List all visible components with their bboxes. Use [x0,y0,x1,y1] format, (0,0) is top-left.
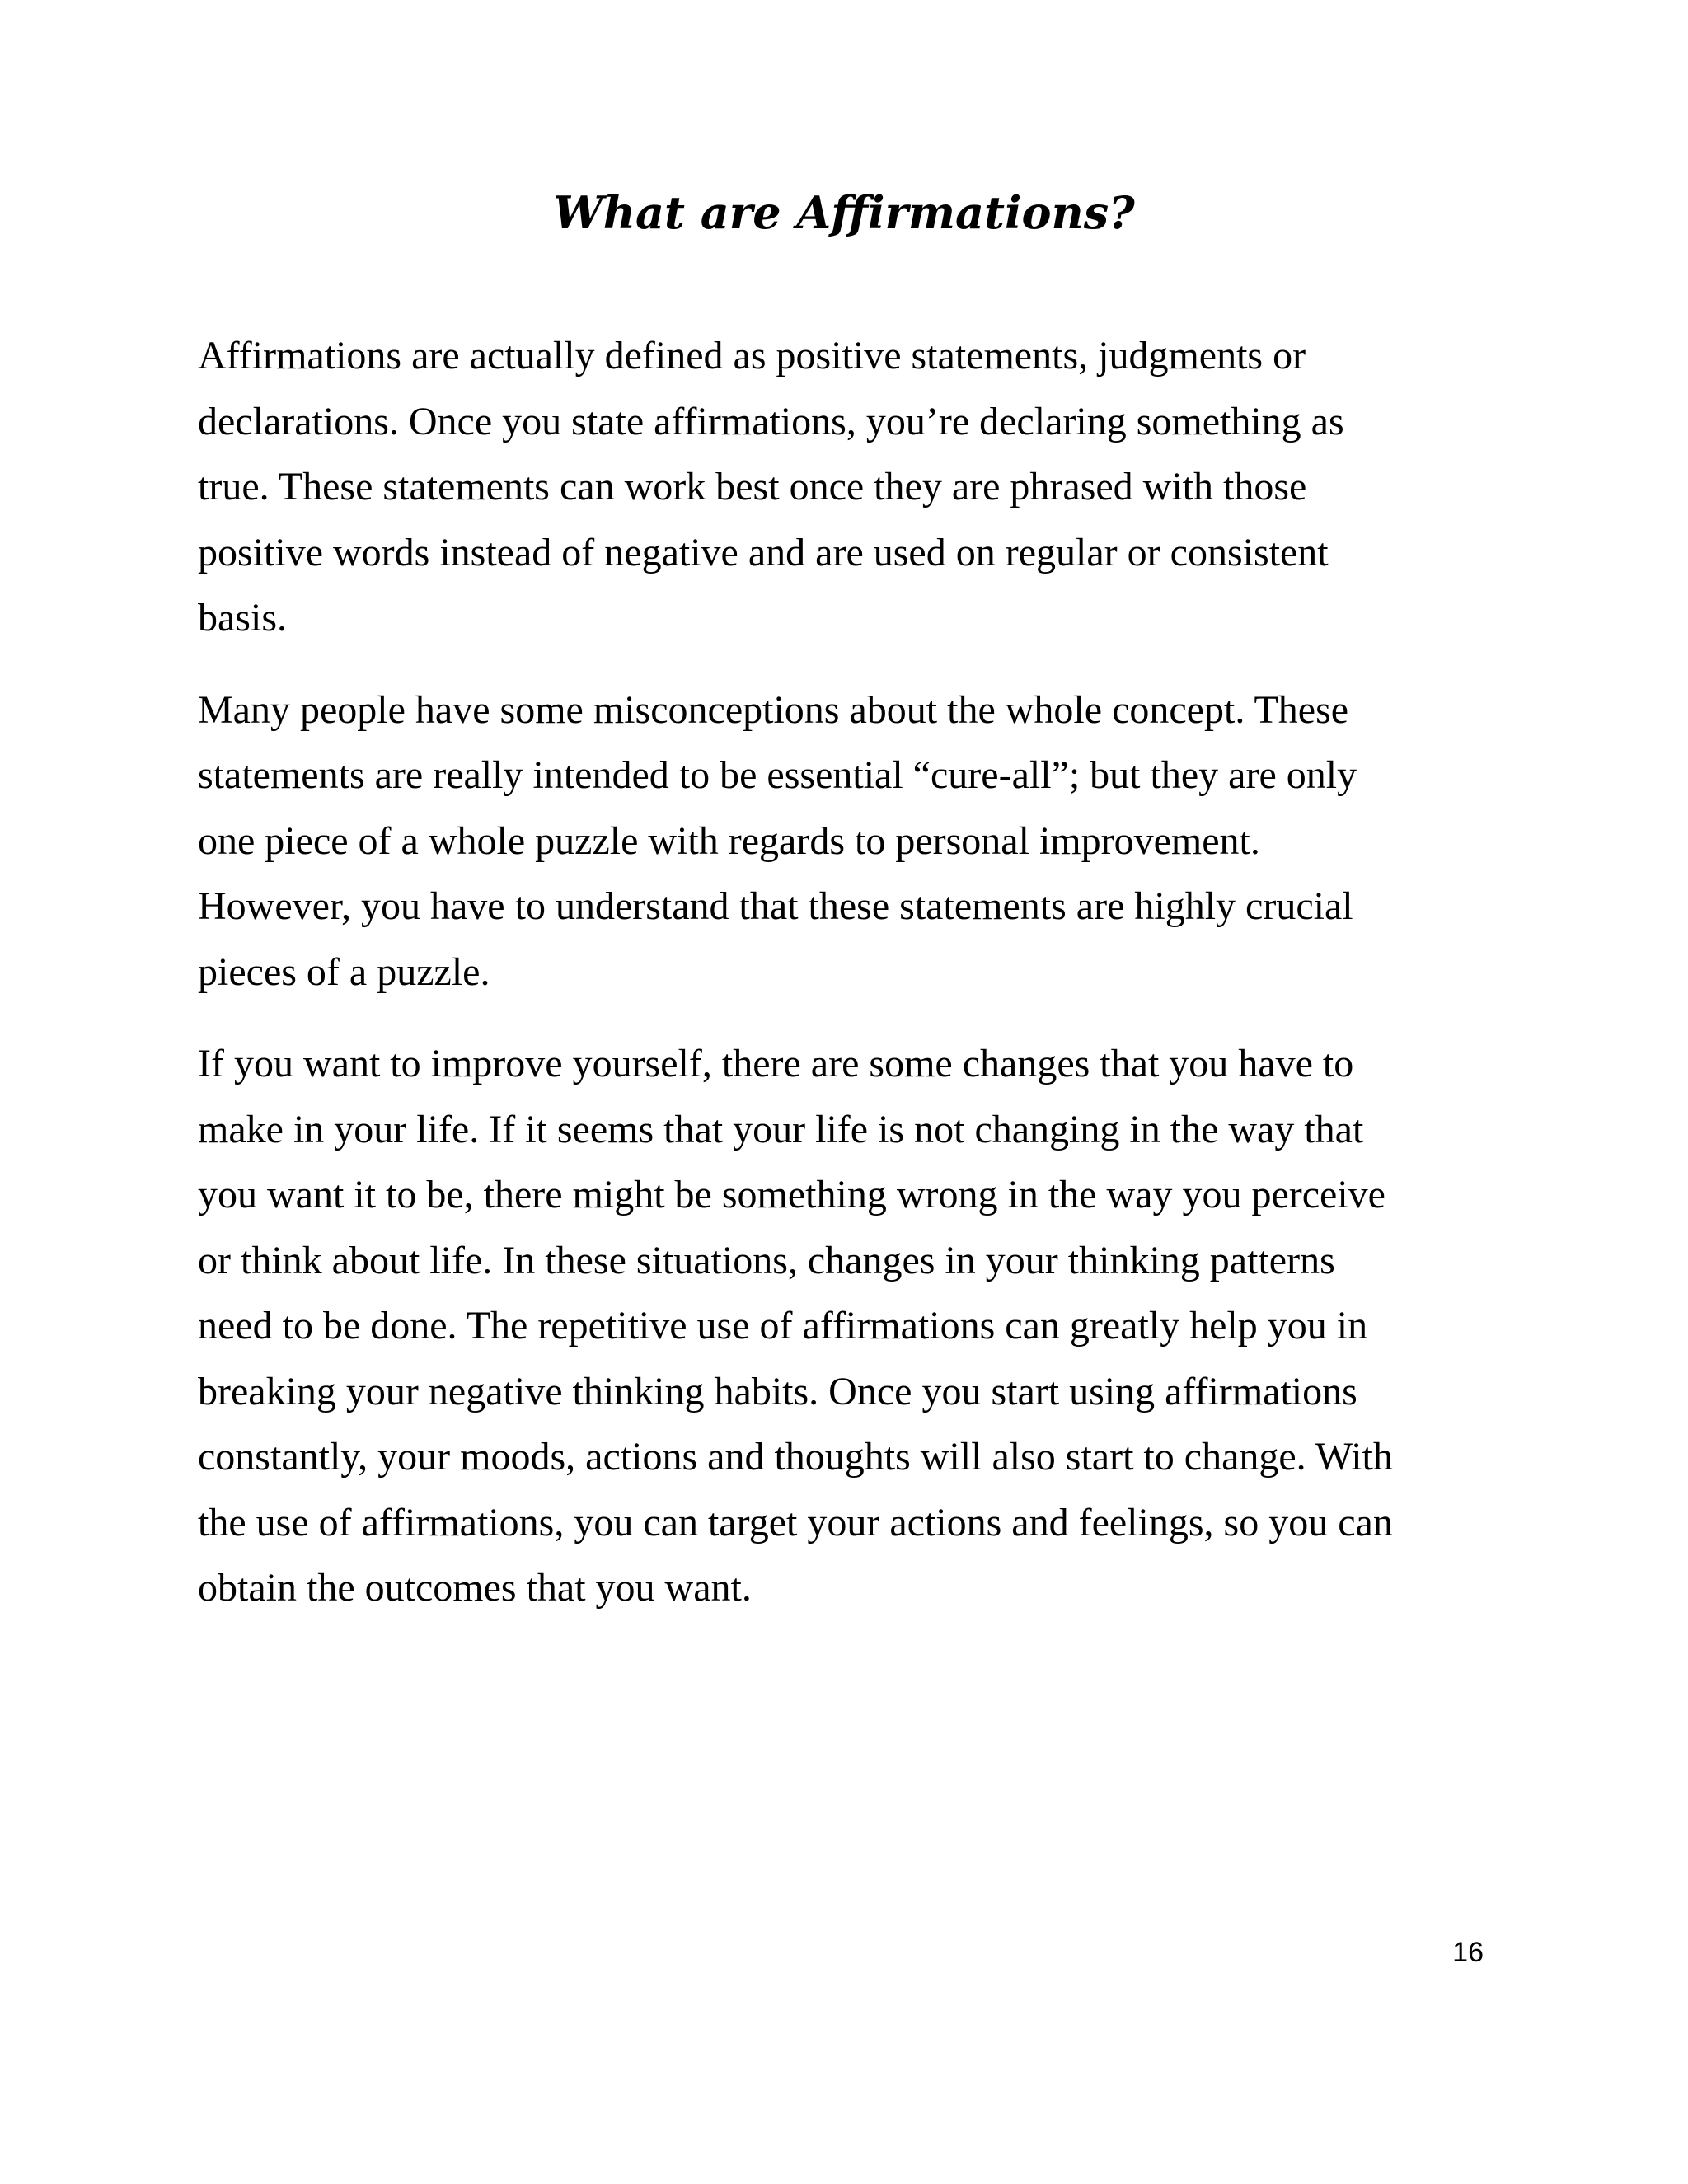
paragraph-1: Affirmations are actually defined as positive statements, judgments or declarations. Once you state affirmations, you’re declaring something as true. These statements can work best once they are phrased with those positive words instead of negative and are used on regular or consistent basis. [198,334,1344,640]
paragraph-2: Many people have some misconceptions about the whole concept. These statements are really intended to be essential “cure-all”; but they are only one piece of a whole puzzle with regards to personal improvement. However, you have to understand that these statements are highly crucial pieces of a puzzle. [198,687,1357,994]
paragraph-3: If you want to improve yourself, there are some changes that you have to make in your life. If it seems that your life is not changing in the way that you want it to be, there might be something wrong in the way you perceive or think about life. In these situations, changes in your thinking patterns need to be done. The repetitive use of affirmations can greatly help you in breaking your negative thinking habits. Once you start using affirmations constantly, your moods, actions and thoughts will also start to change. With the use of affirmations, you can target your actions and feelings, so you can obtain the outcomes that you want. [198,1042,1393,1610]
body-text [198,323,1500,1647]
page-number: 16 [1452,1937,1484,1968]
page-title: What are Affirmations? [553,186,1135,239]
